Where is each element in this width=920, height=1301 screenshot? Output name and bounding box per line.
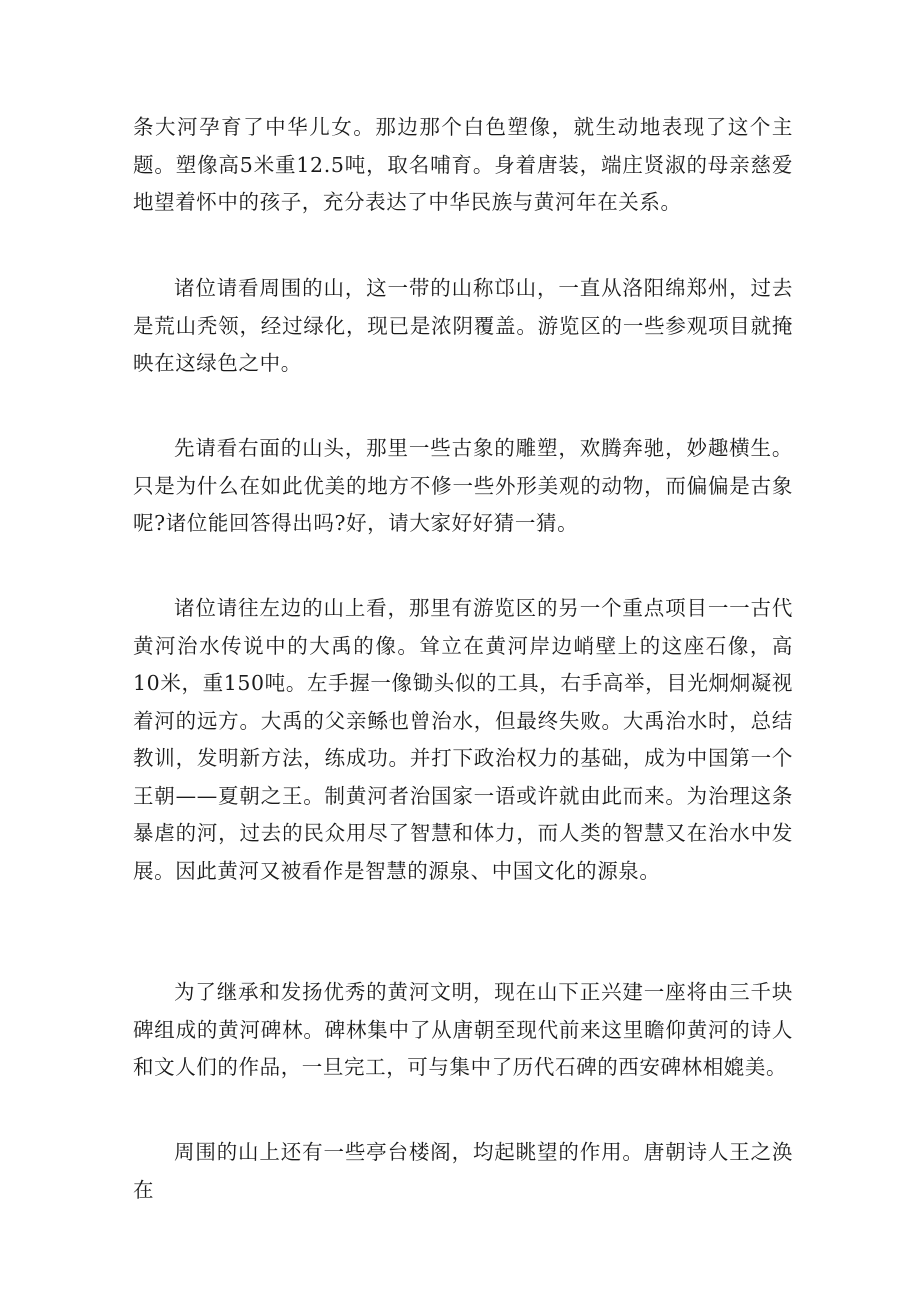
- paragraph-4: 诸位请往左边的山上看，那里有游览区的另一个重点项目一一古代黄河治水传说中的大禹的像。耸立在黄河岸边峭壁上的这座石像，高10米，重150吨。左手握一像锄头似的工具，右手高举，目光炯炯凝视着河的远方。大禹的父亲鲧也曾治水，但最终失败。大禹治水时，总结教训，发明新方法，练成功。并打下政治权力的基础，成为中国第一个王朝——夏朝之王。制黄河者治国家一语或许就由此而来。为治理这条暴虐的河，过去的民众用尽了智慧和体力，而人类的智慧又在治水中发展。因此黄河又被看作是智慧的源泉、中国文化的源泉。: [133, 596, 793, 883]
- paragraph-6: 周围的山上还有一些亭台楼阁，均起眺望的作用。唐朝诗人王之涣在: [133, 1140, 793, 1202]
- paragraph-3: 先请看右面的山头，那里一些古象的雕塑，欢腾奔驰，妙趣横生。只是为什么在如此优美的地方不修一些外形美观的动物，而偏偏是古象呢?诸位能回答得出吗?好，请大家好好猜一猜。: [133, 436, 793, 535]
- paragraph-2: 诸位请看周围的山，这一带的山称邙山，一直从洛阳绵郑州，过去是荒山秃领，经过绿化，现已是浓阴覆盖。游览区的一些参观项目就掩映在这绿色之中。: [133, 276, 793, 375]
- paragraph-1: 条大河孕育了中华儿女。那边那个白色塑像，就生动地表现了这个主题。塑像高5米重12.5吨，取名哺育。身着唐装，端庄贤淑的母亲慈爱地望着怀中的孩子，充分表达了中华民族与黄河年在关系。: [133, 115, 793, 214]
- paragraph-5: 为了继承和发扬优秀的黄河文明，现在山下正兴建一座将由三千块碑组成的黄河碑林。碑林集中了从唐朝至现代前来这里瞻仰黄河的诗人和文人们的作品，一旦完工，可与集中了历代石碑的西安碑林相媲美。: [133, 980, 793, 1079]
